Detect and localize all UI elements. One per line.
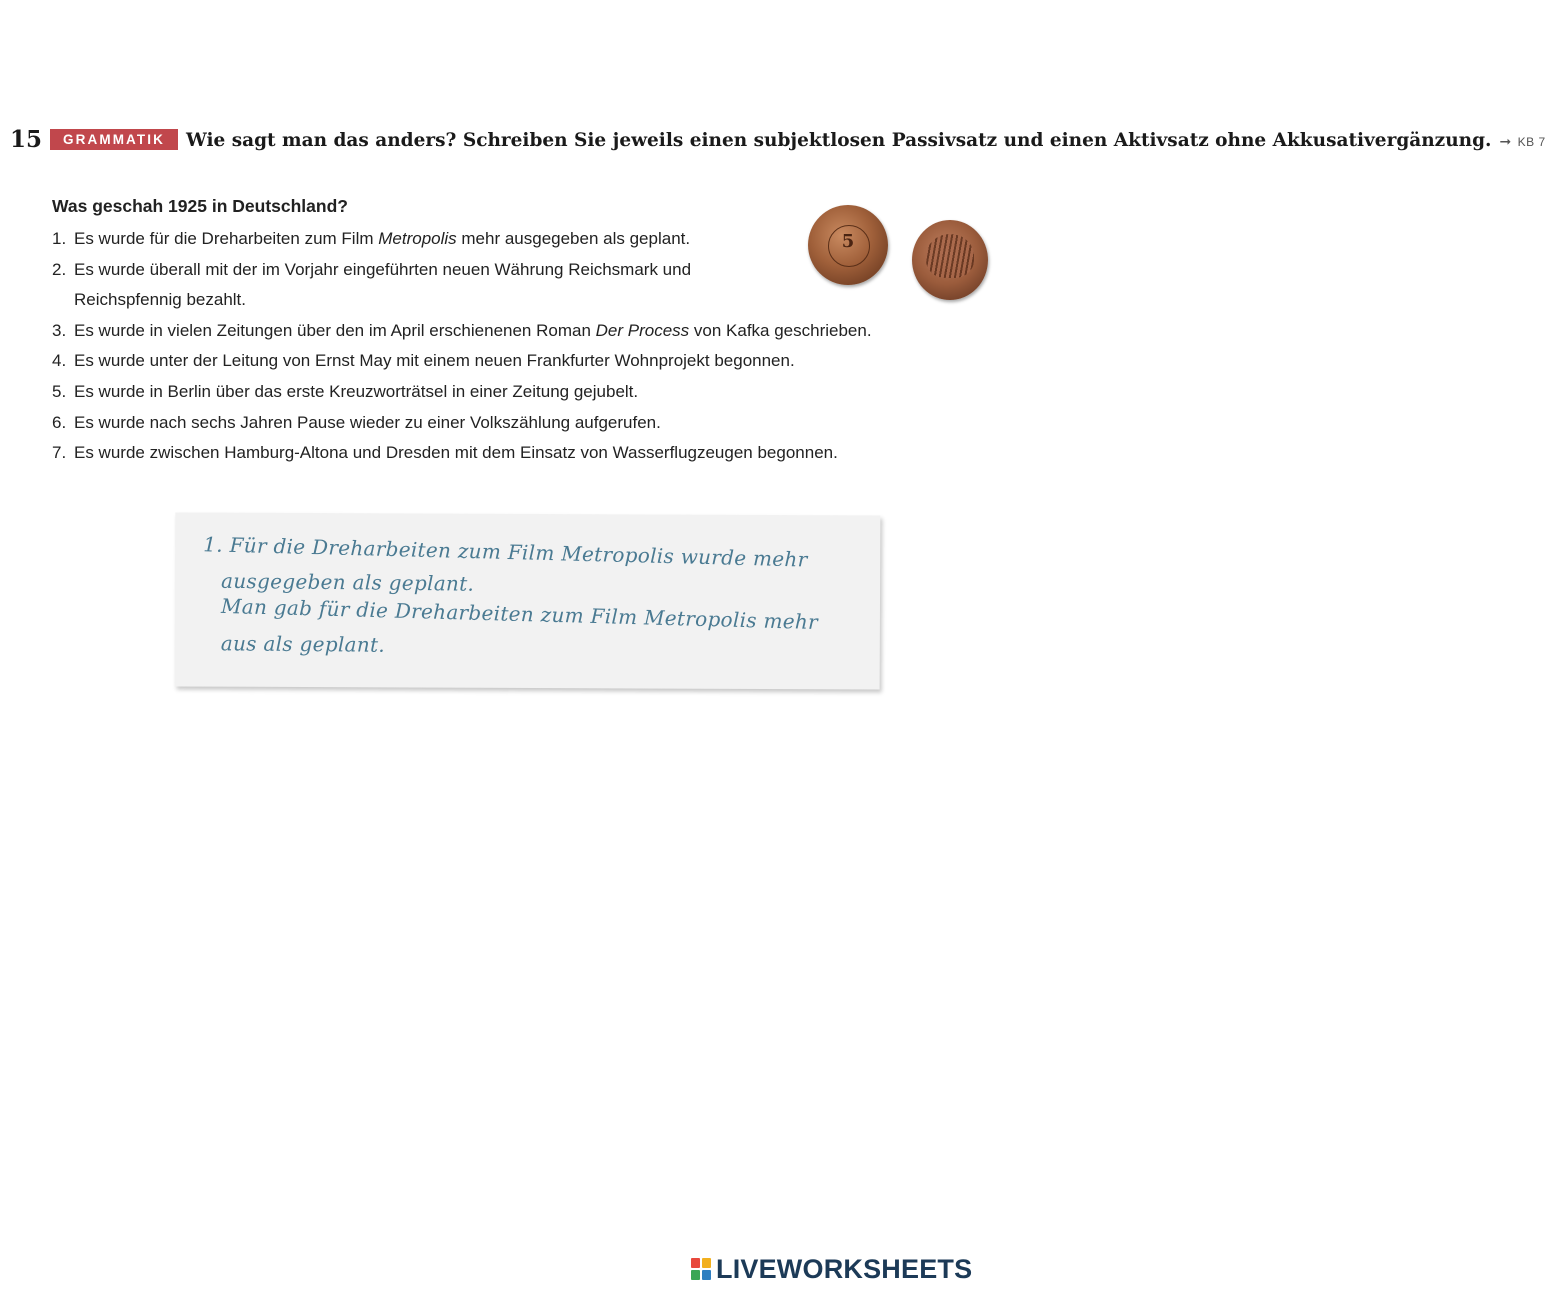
item-number: 6. <box>52 412 67 432</box>
answer-line: Man gab für die Dreharbeiten zum Film Metropolis mehr <box>220 593 819 635</box>
reichspfennig-coin-front <box>808 205 888 285</box>
item-text: Es wurde unter der Leitung von Ernst May mit einem neuen Frankfurter Wohnprojekt begonnen. <box>74 351 795 371</box>
kb-reference: KB 7 <box>1517 135 1546 149</box>
item-number: 5. <box>52 381 67 401</box>
logo-text: LIVEWORKSHEETS <box>716 1254 973 1284</box>
grammar-badge: GRAMMATIK <box>50 129 178 150</box>
item-number: 2. <box>52 259 67 279</box>
logo-square <box>691 1270 700 1280</box>
item-text: Es wurde nach sechs Jahren Pause wieder zu einer Volkszählung aufgerufen. <box>74 412 661 432</box>
item-emphasis: Der Process <box>595 320 690 340</box>
question-heading: Was geschah 1925 in Deutschland? <box>52 196 348 216</box>
list-item <box>52 377 972 408</box>
logo-square <box>702 1258 711 1268</box>
list-item <box>52 346 972 377</box>
logo-square <box>702 1270 711 1280</box>
item-number: 7. <box>52 443 67 463</box>
logo-grid-icon <box>691 1258 711 1280</box>
list-item <box>52 408 972 439</box>
item-emphasis: Metropolis <box>378 229 457 248</box>
exercise-number: 15 <box>10 126 43 153</box>
item-text-end: von Kafka geschrieben. <box>689 320 872 340</box>
item-text: Es wurde in vielen Zeitungen über den im April erschienenen Roman <box>74 320 596 340</box>
item-number: 1. <box>52 229 67 248</box>
reichspfennig-coin-back <box>912 220 988 300</box>
item-text: Es wurde überall mit der im Vorjahr eingeführten neuen Währung Reichsmark und Reichspfennig bezahlt. <box>74 259 692 310</box>
item-text-end: mehr ausgegeben als geplant. <box>456 229 691 248</box>
coin-value: 5 <box>841 231 855 252</box>
exercise-instruction <box>50 126 1546 157</box>
item-number: 3. <box>52 320 67 340</box>
answer-line: aus als geplant. <box>220 631 386 657</box>
logo-square <box>691 1258 700 1268</box>
answer-line: ausgegeben als geplant. <box>220 568 475 596</box>
list-item <box>52 438 972 469</box>
list-item <box>52 255 774 316</box>
item-text: Es wurde zwischen Hamburg-Altona und Dresden mit dem Einsatz von Wasserflugzeugen begonnen. <box>74 443 838 463</box>
answer-card <box>175 512 881 689</box>
item-number: 4. <box>52 351 67 371</box>
item-text: Es wurde in Berlin über das erste Kreuzworträtsel in einer Zeitung gejubelt. <box>74 381 639 401</box>
list-item <box>52 316 972 347</box>
item-text: Es wurde für die Dreharbeiten zum Film <box>74 229 379 248</box>
answer-line: 1. Für die Dreharbeiten zum Film Metropolis wurde mehr <box>203 532 808 572</box>
arrow-right-icon: ➞ <box>1499 134 1512 150</box>
wheat-sheaf-icon <box>926 234 974 278</box>
instruction-text: Wie sagt man das anders? Schreiben Sie jeweils einen subjektlosen Passivsatz und einen Aktivsatz ohne Akkusativergänzung. <box>186 130 1492 151</box>
